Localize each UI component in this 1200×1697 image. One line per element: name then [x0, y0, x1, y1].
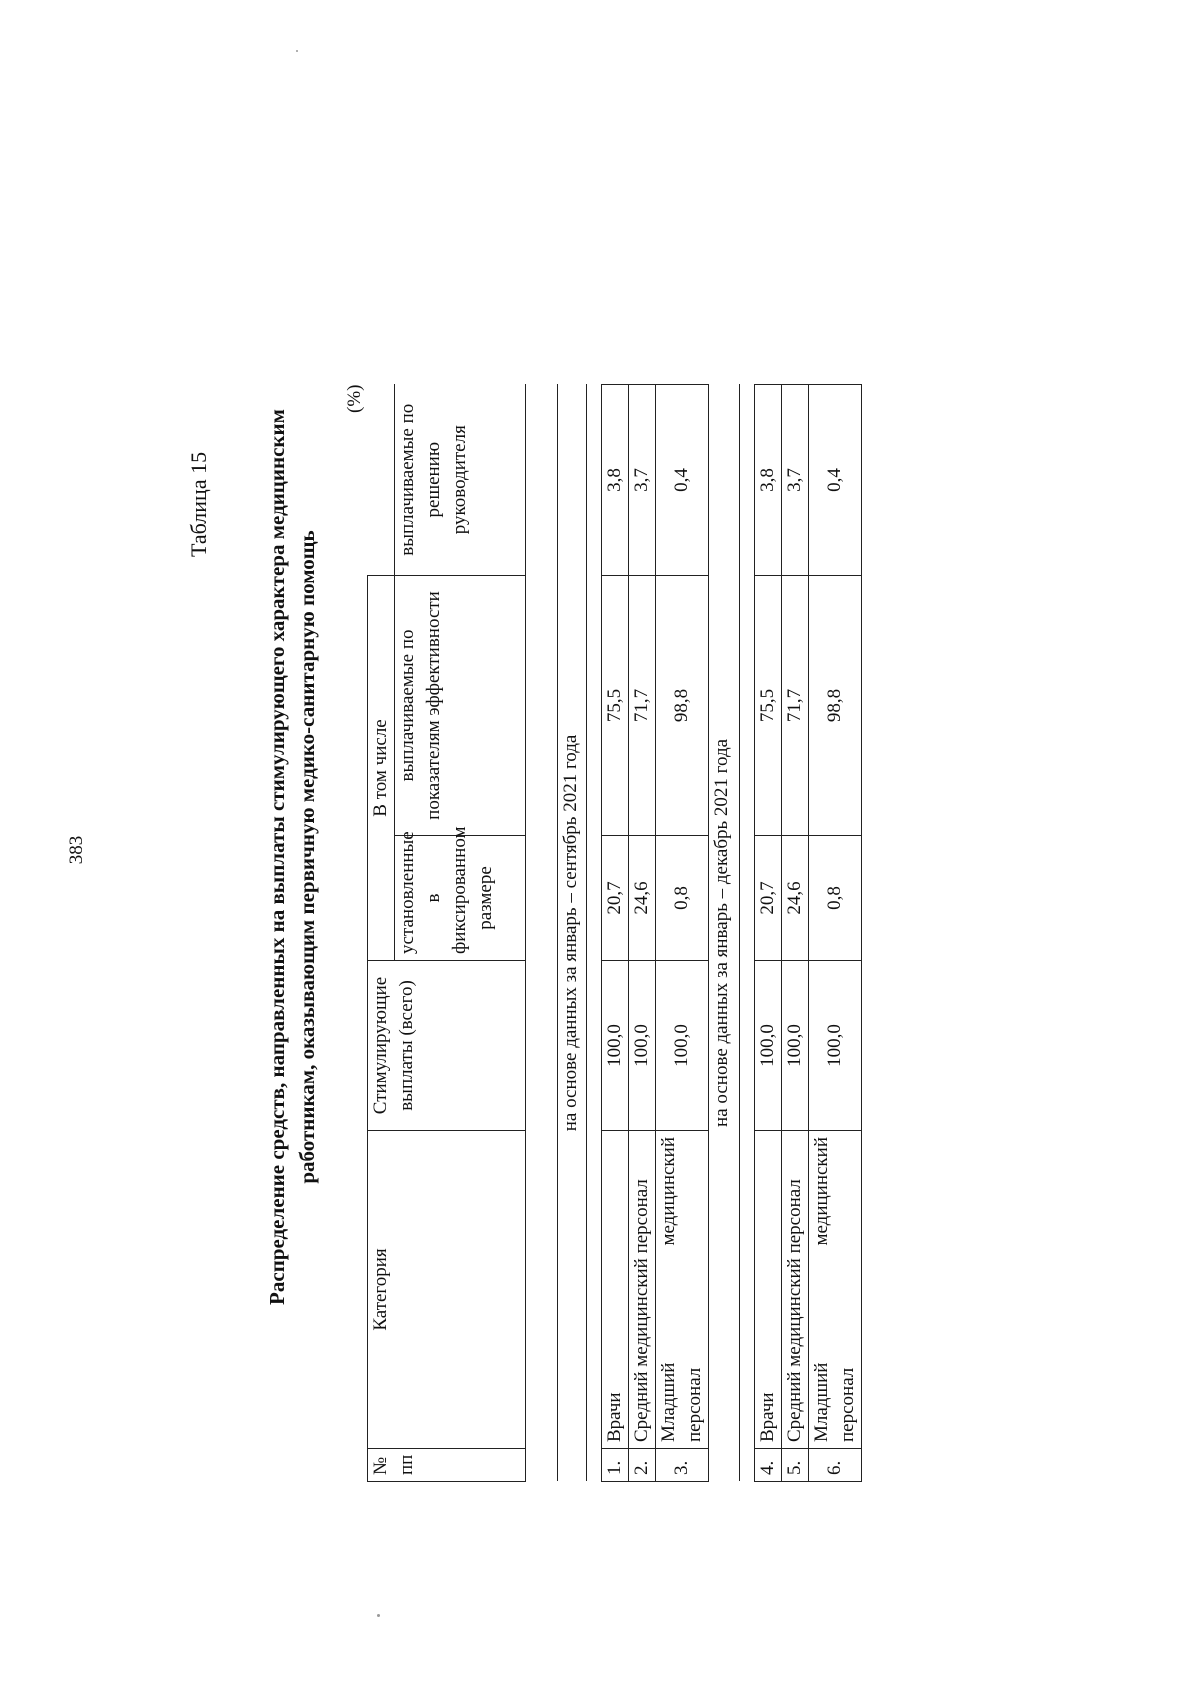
table-title-line-1: Распределение средств, направленных на выплаты стимулирующего характера медицинским [265, 409, 289, 1305]
row-performance: 75,5 [602, 576, 629, 836]
category-word-3: персонал [837, 1367, 858, 1442]
header-total: Стимулирующие выплаты (всего) [368, 961, 526, 1131]
row-number: 4. [755, 1449, 782, 1482]
table-row [656, 384, 709, 1481]
row-manager: 3,8 [602, 384, 629, 575]
page-number: 383 [66, 835, 87, 865]
row-category [656, 1131, 709, 1449]
section-spacer [740, 384, 755, 1481]
header-number: № пп [368, 1449, 526, 1482]
unit-label: (%) [344, 384, 365, 413]
row-number: 5. [782, 1449, 809, 1482]
header-performance: выплачиваемые по показателям эффективности [395, 575, 526, 835]
row-category: Врачи [755, 1131, 782, 1449]
category-word-3: персонал [684, 1367, 705, 1442]
header-fixed: установленные в фиксированном размере [395, 836, 526, 961]
row-number: 3. [656, 1449, 709, 1482]
row-total: 100,0 [629, 961, 656, 1131]
row-number: 2. [629, 1449, 656, 1482]
row-category [809, 1131, 862, 1449]
row-performance: 98,8 [656, 576, 709, 836]
row-number: 6. [809, 1449, 862, 1482]
table-label: Таблица 15 [186, 451, 211, 557]
table-title [262, 217, 322, 1497]
row-total: 100,0 [809, 961, 862, 1131]
scan-speck [296, 50, 298, 52]
row-category: Врачи [602, 1131, 629, 1449]
row-performance: 98,8 [809, 576, 862, 836]
row-fixed: 24,6 [629, 836, 656, 961]
row-performance: 71,7 [629, 576, 656, 836]
row-manager: 3,7 [629, 384, 656, 575]
table-body [557, 384, 862, 1482]
scan-speck [377, 1614, 380, 1617]
row-fixed: 20,7 [602, 836, 629, 961]
row-performance: 75,5 [755, 576, 782, 836]
table-title-line-2: работникам, оказывающим первичную медико-санитарную помощь [295, 530, 319, 1184]
table-header [367, 384, 526, 1482]
header-blank [368, 384, 395, 575]
row-fixed: 24,6 [782, 836, 809, 961]
header-category: Категория [368, 1131, 526, 1449]
section-period: на основе данных за январь – сентябрь 2021 года [558, 384, 587, 1481]
row-manager: 0,4 [809, 384, 862, 575]
row-total: 100,0 [656, 961, 709, 1131]
row-number: 1. [602, 1449, 629, 1482]
row-fixed: 20,7 [755, 836, 782, 961]
table-row [602, 384, 629, 1481]
row-manager: 0,4 [656, 384, 709, 575]
row-manager: 3,8 [755, 384, 782, 575]
section-spacer [587, 384, 602, 1481]
row-total: 100,0 [782, 961, 809, 1131]
table-row [629, 384, 656, 1481]
row-total: 100,0 [602, 961, 629, 1131]
row-performance: 71,7 [782, 576, 809, 836]
category-word-2: медицинский [811, 1137, 832, 1246]
row-total: 100,0 [755, 961, 782, 1131]
row-fixed: 0,8 [809, 836, 862, 961]
section-period: на основе данных за январь – декабрь 2021 года [709, 384, 740, 1481]
row-category: Средний медицинский персонал [782, 1131, 809, 1449]
category-word-1: Младший [811, 1362, 832, 1442]
table-row [782, 384, 809, 1481]
row-manager: 3,7 [782, 384, 809, 575]
header-group: В том числе [368, 575, 395, 960]
row-category: Средний медицинский персонал [629, 1131, 656, 1449]
header-manager: выплачиваемые по решению руководителя [395, 384, 526, 575]
table-row [809, 384, 862, 1481]
category-word-1: Младший [658, 1362, 679, 1442]
table-row [755, 384, 782, 1481]
category-word-2: медицинский [658, 1137, 679, 1246]
row-fixed: 0,8 [656, 836, 709, 961]
